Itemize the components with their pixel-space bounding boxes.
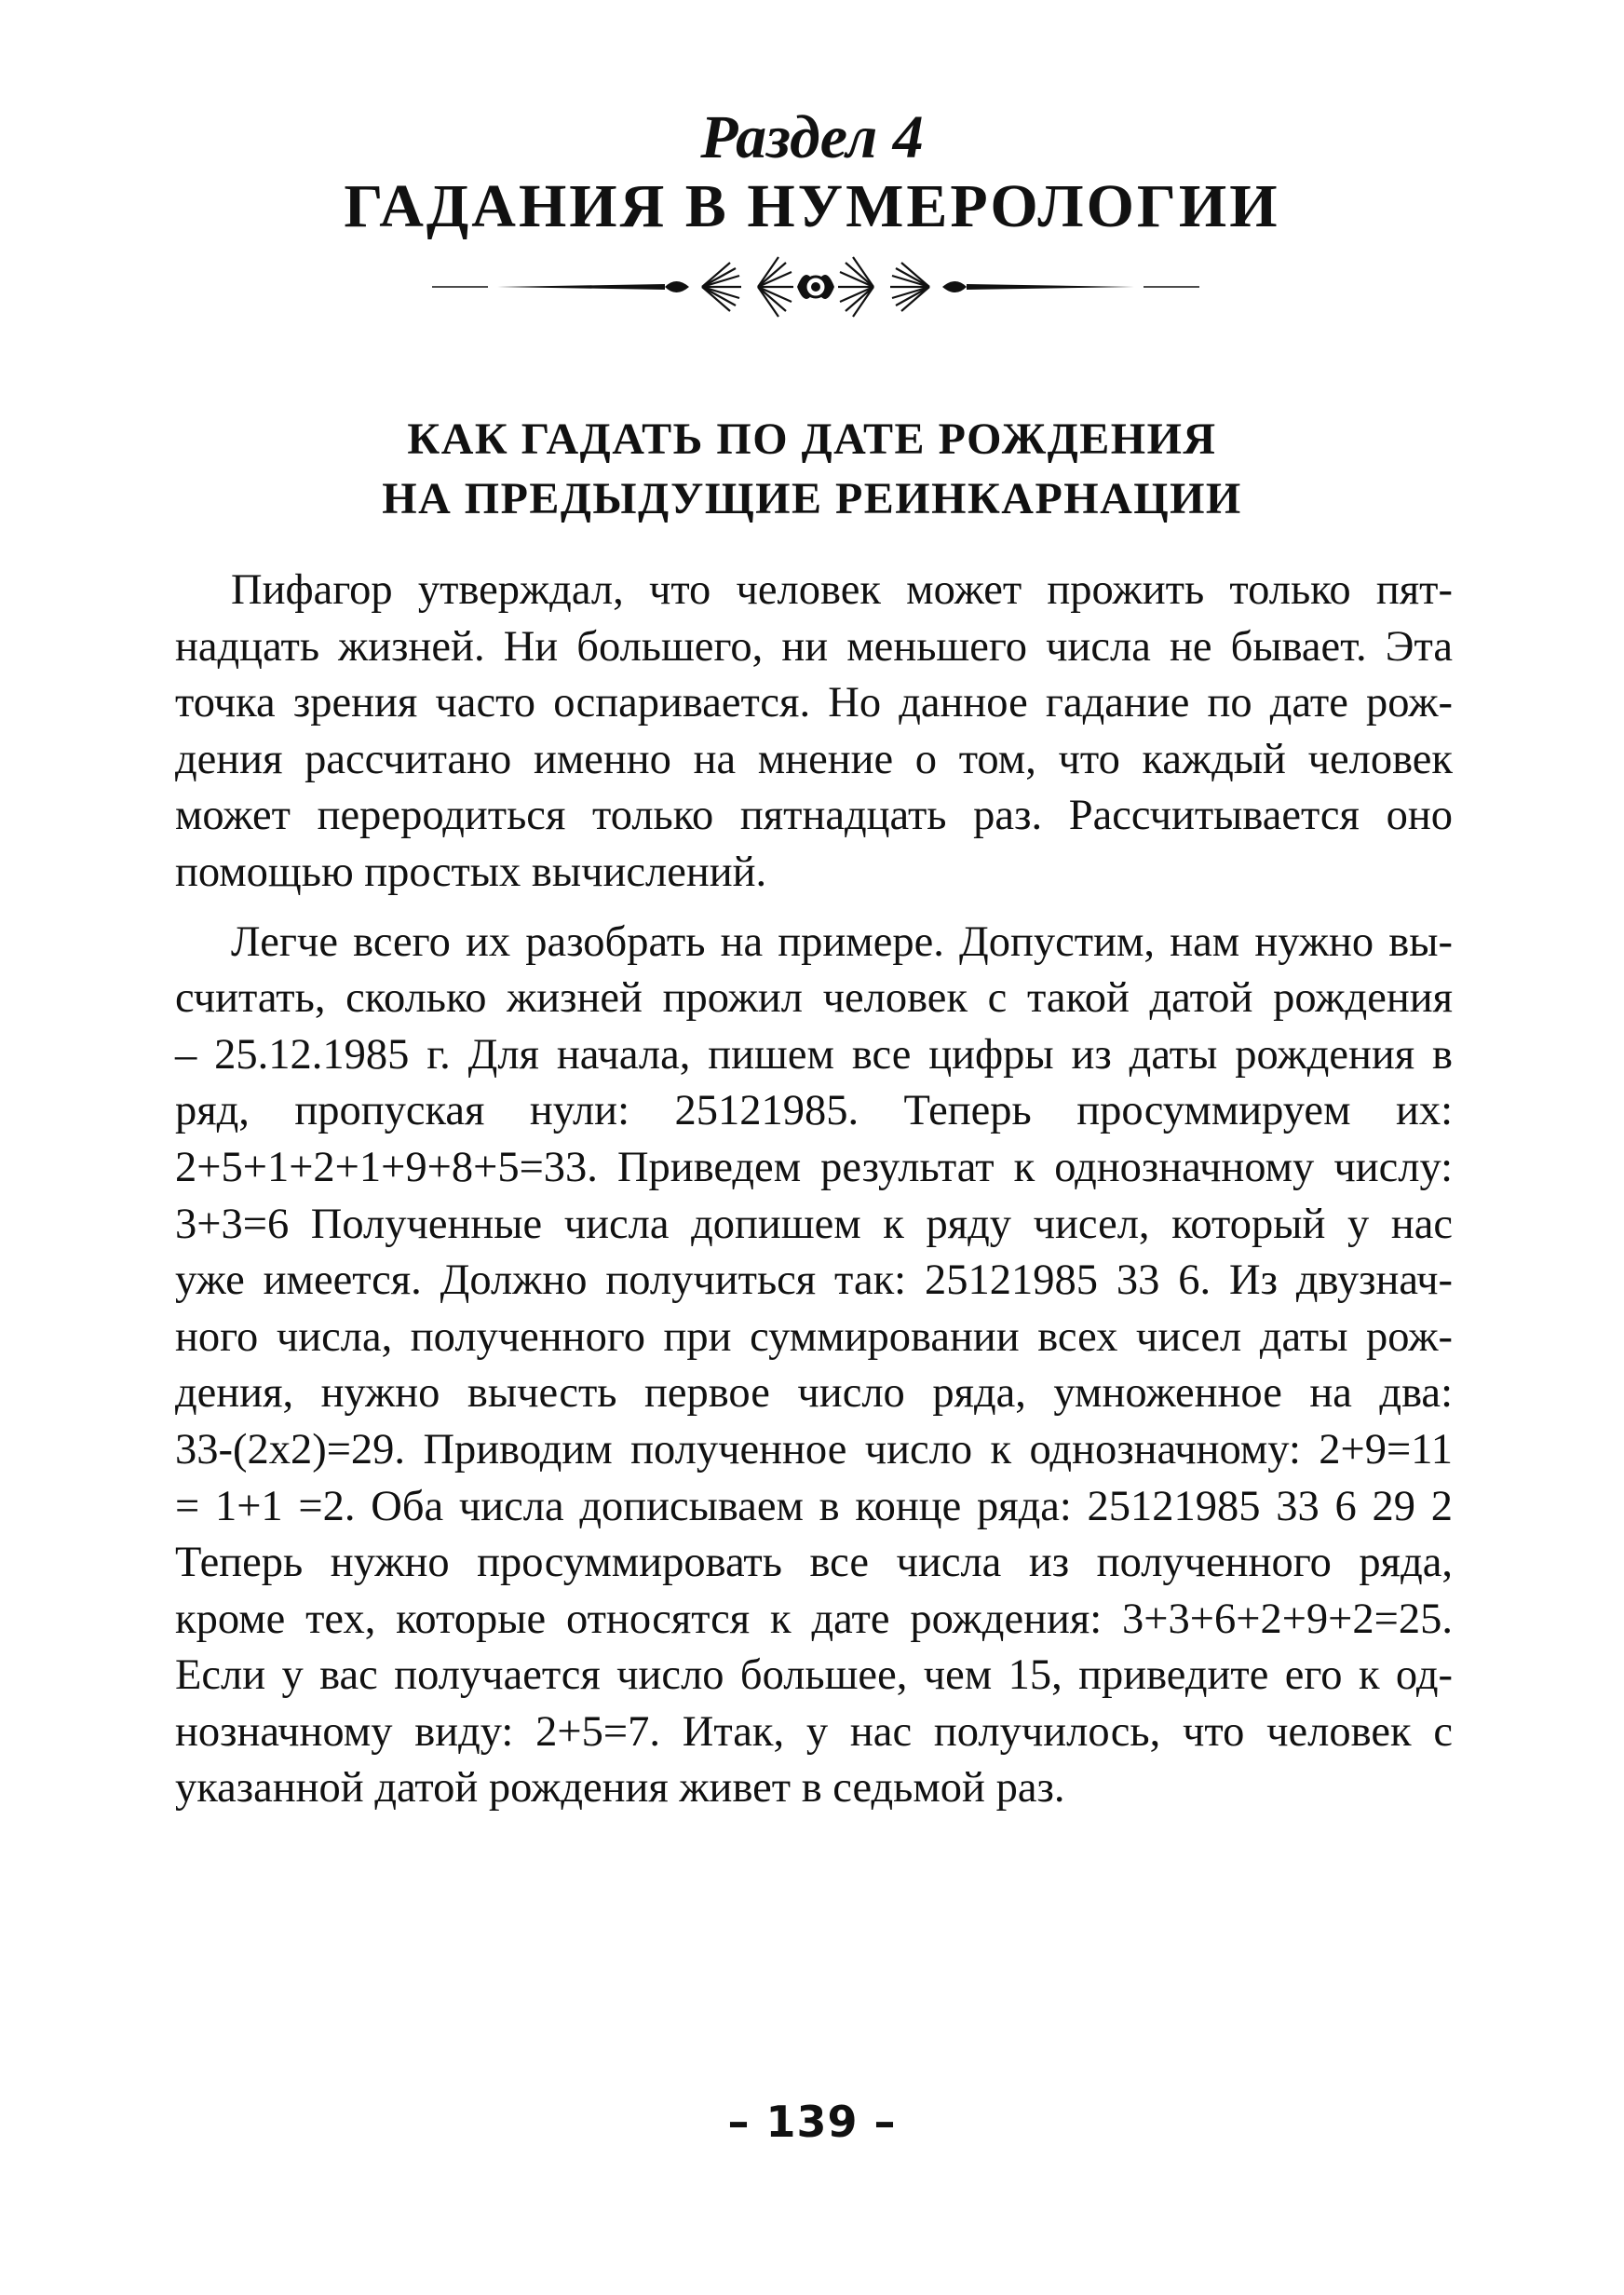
text-line: указанной датой рождения живет в седьмой раз. [175,1764,1065,1813]
text-line: кроме тех, которые относятся к дате рождения: 3+3+6+2+9+2=25. [175,1595,1453,1643]
text-line: = 1+1 =2. Оба числа дописываем в конце ряда: 25121985 33 6 29 2 [175,1482,1453,1530]
text-line: Пифагор утверждал, что человек может прожить только пят- [231,566,1453,614]
text-line: помощью простых вычислений. [175,848,767,896]
floral-divider-icon [432,253,1199,320]
section-label: Раздел 4 [700,103,924,171]
text-line: Теперь нужно просуммировать все числа из полученного ряда, [175,1539,1453,1587]
body-text [175,563,1453,1817]
text-line: ряд, пропуская нули: 25121985. Теперь просуммируем их: [175,1087,1453,1135]
text-line: 2+5+1+2+1+9+8+5=33. Приведем результат к однозначному числу: [175,1143,1453,1191]
text-line: Если у вас получается число большее, чем 15, приведите его к од- [175,1651,1453,1700]
paragraph [175,915,1453,1818]
text-line: может переродиться только пятнадцать раз. Рассчитывается оно [175,792,1453,840]
text-line: уже имеется. Должно получиться так: 25121985 33 6. Из двузнач- [175,1256,1453,1305]
text-line: Легче всего их разобрать на примере. Допустим, нам нужно вы- [231,917,1453,966]
text-line: ного числа, полученного при суммировании всех чисел даты рож- [175,1312,1453,1361]
text-line: 3+3=6 Полученные числа допишем к ряду чисел, который у нас [175,1200,1453,1248]
paragraph [175,563,1453,902]
chapter-title-line: НА ПРЕДЫДУЩИЕ РЕИНКАРНАЦИИ [382,474,1242,523]
chapter-title [0,410,1624,529]
text-line: дения, нужно вычесть первое число ряда, умноженное на два: [175,1369,1453,1418]
page-number: – 139 – [727,2097,897,2147]
chapter-title-line: КАК ГАДАТЬ ПО ДАТЕ РОЖДЕНИЯ [407,414,1217,464]
text-line: надцать жизней. Ни большего, ни меньшего числа не бывает. Эта [175,622,1453,671]
text-line: дения рассчитано именно на мнение о том, что каждый человек [175,735,1453,783]
text-line: точка зрения часто оспаривается. Но данное гадание по дате рож- [175,679,1453,727]
section-title: ГАДАНИЯ В НУМЕРОЛОГИИ [344,172,1280,240]
text-line: считать, сколько жизней прожил человек с такой датой рождения [175,974,1453,1023]
text-line: 33-(2х2)=29. Приводим полученное число к однозначному: 2+9=11 [175,1425,1453,1473]
text-line: нозначному виду: 2+5=7. Итак, у нас получилось, что человек с [175,1707,1453,1756]
text-line: – 25.12.1985 г. Для начала, пишем все цифры из даты рождения в [175,1030,1453,1079]
